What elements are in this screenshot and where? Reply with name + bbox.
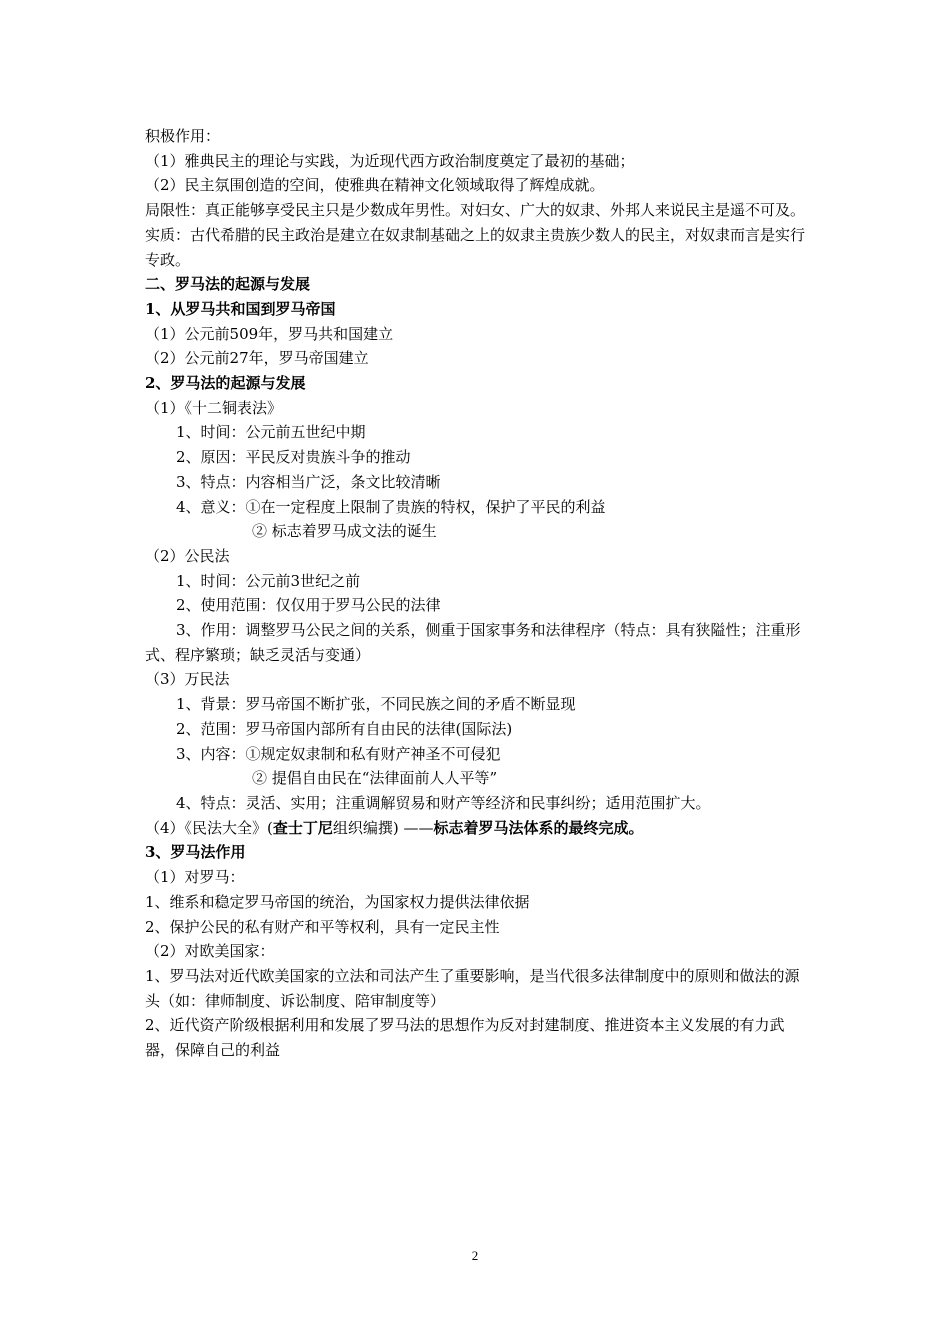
item-role-for-rome: （1）对罗马：	[145, 868, 245, 887]
corpus-prefix: （4）《民法大全》(	[145, 818, 273, 837]
item-role-for-west-2: 2、近代资产阶级根据利用和发展了罗马法的思想作为反对封建制度、推进资本主义发展的有力武器，保障自己的利益	[145, 1016, 785, 1060]
item-law-of-nations-content-2: ② 提倡自由民在“法律面前人人平等”	[252, 769, 498, 788]
item-civil-law-role: 3、作用：调整罗马公民之间的关系，侧重于国家事务和法律程序（特点：具有狭隘性；注重形式、程序繁琐；缺乏灵活与变通）	[145, 621, 801, 664]
document-body	[145, 124, 810, 1063]
item-twelve-tables-meaning: 4、意义：①在一定程度上限制了贵族的特权，保护了平民的利益	[176, 497, 606, 516]
paragraph-limitation: 局限性：真正能够享受民主只是少数成年男性。对妇女、广大的奴隶、外邦人来说民主是遥不可及。	[145, 201, 806, 220]
item-law-of-nations-background: 1、背景：罗马帝国不断扩张，不同民族之间的矛盾不断显现	[176, 695, 576, 714]
corpus-middle: 组织编撰) ——	[332, 818, 434, 837]
item-twelve-tables-time: 1、时间：公元前五世纪中期	[176, 423, 366, 442]
item-twelve-tables: （1）《十二铜表法》	[145, 398, 283, 417]
item-role-for-west-1: 1、罗马法对近代欧美国家的立法和司法产生了重要影响，是当代很多法律制度中的原则和做法的源头（如：律师制度、诉讼制度、陪审制度等）	[145, 966, 800, 1010]
paragraph-positive-role: 积极作用：	[145, 127, 221, 145]
item-corpus-juris-civilis	[145, 816, 810, 841]
paragraph-positive-1: （1）雅典民主的理论与实践，为近现代西方政治制度奠定了最初的基础；	[145, 151, 635, 170]
corpus-significance: 标志着罗马法体系的最终完成。	[433, 818, 644, 837]
item-empire-founded: （2）公元前27年，罗马帝国建立	[145, 349, 369, 368]
subheading-roman-law-role: 3、罗马法作用	[145, 843, 246, 862]
item-law-of-nations: （3）万民法	[145, 670, 230, 689]
item-civil-law-time: 1、时间：公元前3世纪之前	[176, 571, 361, 590]
item-civil-law: （2）公民法	[145, 546, 230, 565]
item-twelve-tables-meaning-2: ② 标志着罗马成文法的诞生	[252, 522, 437, 541]
item-law-of-nations-scope: 2、范围：罗马帝国内部所有自由民的法律(国际法)	[176, 719, 513, 738]
heading-roman-law: 二、罗马法的起源与发展	[145, 275, 311, 294]
page-number: 2	[471, 1248, 479, 1263]
item-twelve-tables-reason: 2、原因：平民反对贵族斗争的推动	[176, 448, 411, 467]
subheading-origin-development: 2、罗马法的起源与发展	[145, 374, 306, 393]
item-role-for-rome-2: 2、保护公民的私有财产和平等权利，具有一定民主性	[145, 917, 500, 936]
item-law-of-nations-feature: 4、特点：灵活、实用；注重调解贸易和财产等经济和民事纠纷；适用范围扩大。	[176, 793, 711, 812]
paragraph-positive-2: （2）民主氛围创造的空间，使雅典在精神文化领域取得了辉煌成就。	[145, 176, 605, 195]
item-twelve-tables-feature: 3、特点：内容相当广泛，条文比较清晰	[176, 472, 441, 491]
subheading-republic-to-empire: 1、从罗马共和国到罗马帝国	[145, 299, 336, 318]
item-republic-founded: （1）公元前509年，罗马共和国建立	[145, 324, 394, 343]
item-role-for-rome-1: 1、维系和稳定罗马帝国的统治，为国家权力提供法律依据	[145, 892, 530, 911]
item-law-of-nations-content: 3、内容：①规定奴隶制和私有财产神圣不可侵犯	[176, 744, 501, 763]
justinian-name: 查士丁尼	[272, 818, 333, 837]
item-civil-law-scope: 2、使用范围：仅仅用于罗马公民的法律	[176, 596, 441, 615]
item-role-for-west: （2）对欧美国家：	[145, 942, 275, 961]
paragraph-essence: 实质：古代希腊的民主政治是建立在奴隶制基础之上的奴隶主贵族少数人的民主，对奴隶而言是实行专政。	[145, 225, 806, 269]
